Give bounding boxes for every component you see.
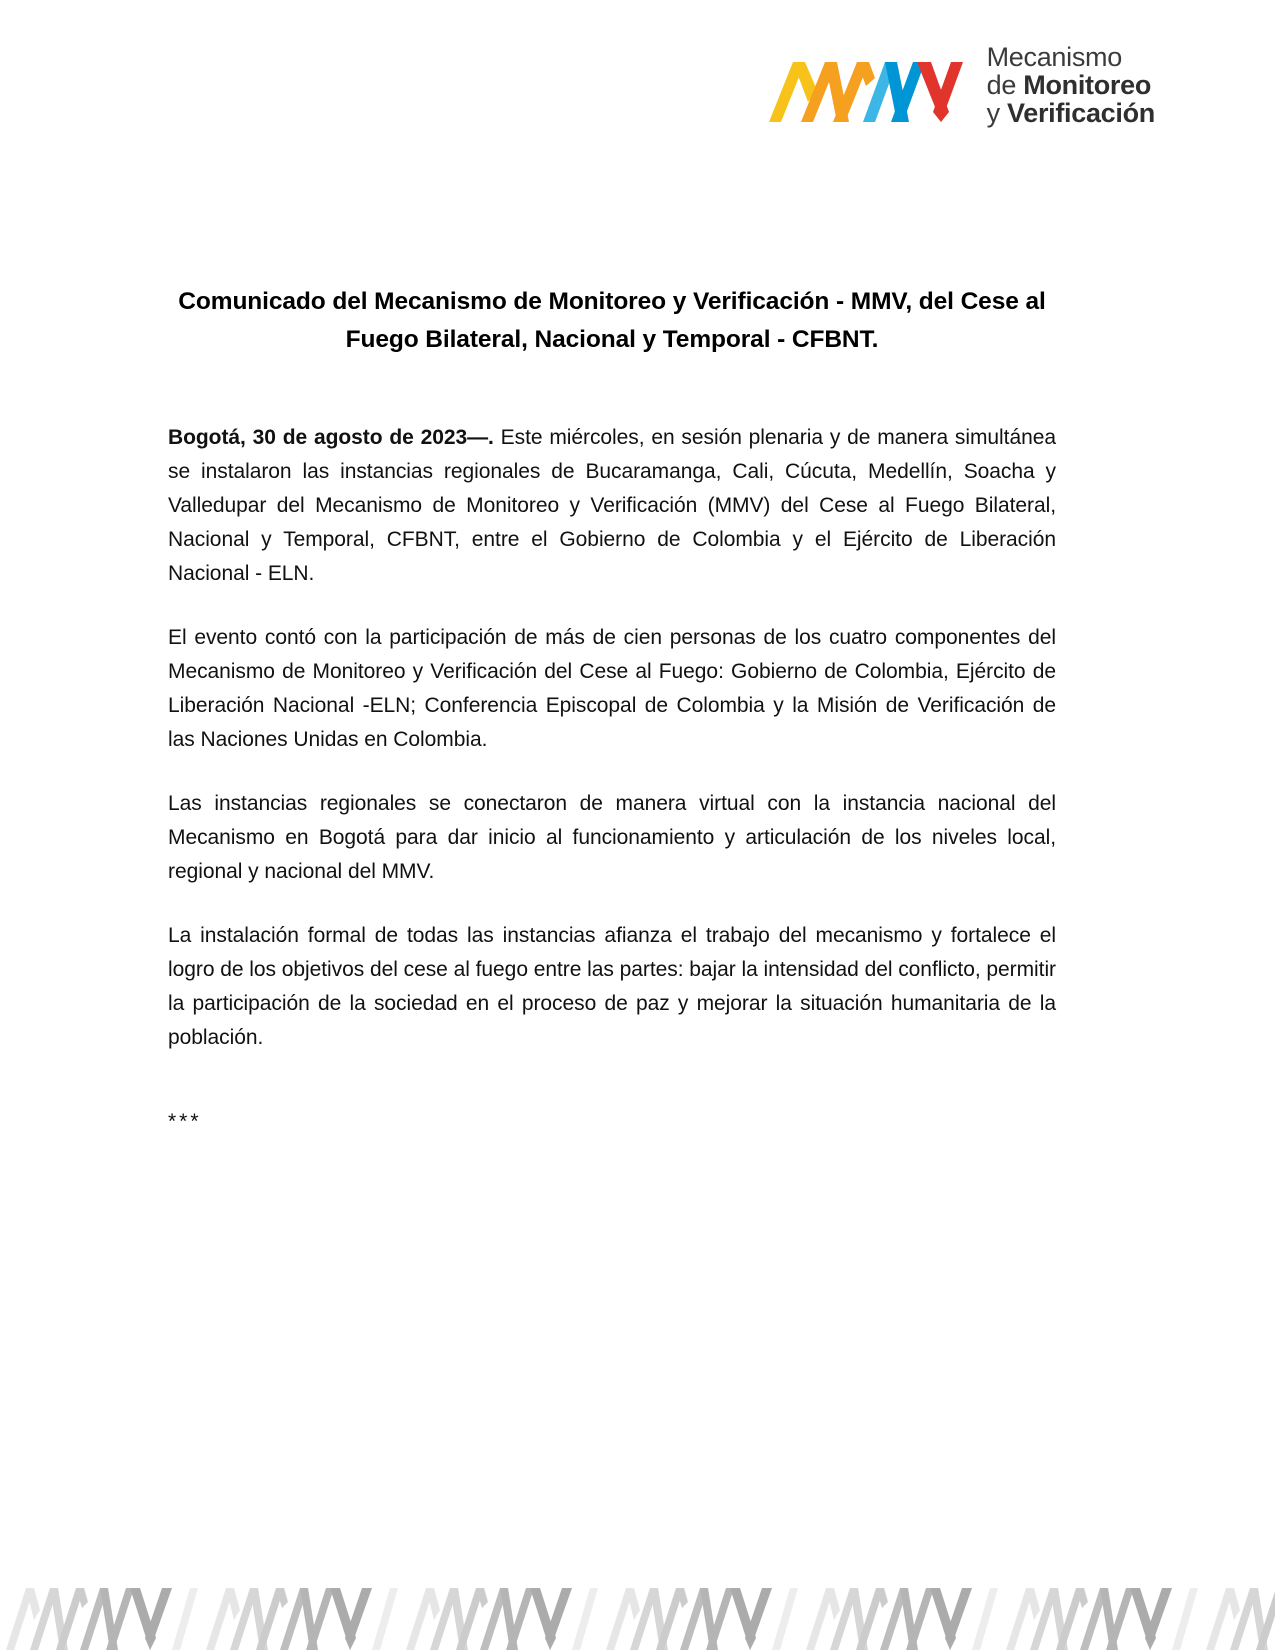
logo-word-verificacion: Verificación xyxy=(1007,98,1155,129)
footer-chevron-band xyxy=(0,1530,1275,1650)
logo-word-y: y xyxy=(986,98,1008,129)
document-page xyxy=(168,0,1056,1137)
logo-word-monitoreo: Monitoreo xyxy=(1023,69,1152,100)
paragraph-1-text: Este miércoles, en sesión plenaria y de manera simultánea se instalaron las instancias regionales de Bucaramanga, Cali, Cúcuta, Medellín, Soacha y Valledupar del Mecanismo de Monitoreo y Verificación (MMV) del Cese al Fuego Bilateral, Nacional y Temporal, CFBNT, entre el Gobierno de Colombia y el Ejército de Liberación Nacional - ELN. xyxy=(168,425,1056,585)
paragraph-4 xyxy=(168,919,1056,1055)
logo-word-mecanismo: Mecanismo xyxy=(986,41,1122,72)
page-title: Comunicado del Mecanismo de Monitoreo y Verificación - MMV, del Cese al Fuego Bilateral, Nacional y Temporal - CFBNT. xyxy=(178,288,1046,353)
logo-word-de: de xyxy=(986,69,1024,100)
paragraph-4-text: La instalación formal de todas las instancias afianza el trabajo del mecanismo y fortalece el logro de los objetivos del cese al fuego entre las partes: bajar la intensidad del conflicto, permitir la participación de la sociedad en el proceso de paz y mejorar la situación humanitaria de la población. xyxy=(168,924,1056,1050)
paragraph-2 xyxy=(168,621,1056,757)
dateline: Bogotá, 30 de agosto de 2023—. xyxy=(168,425,494,449)
end-mark: *** xyxy=(168,1110,202,1134)
paragraph-3-text: Las instancias regionales se conectaron de manera virtual con la instancia nacional del Mecanismo en Bogotá para dar inicio al funcionamiento y articulación de los niveles local, regional y nacional del MMV. xyxy=(168,792,1056,884)
paragraph-2-text: El evento contó con la participación de más de cien personas de los cuatro componentes del Mecanismo de Monitoreo y Verificación del Cese al Fuego: Gobierno de Colombia, Ejército de Liberación Nacional -ELN; Conferencia Episcopal de Colombia y la Misión de Verificación de las Naciones Unidas en Colombia. xyxy=(168,626,1056,752)
chevron-pattern-icon xyxy=(0,1530,1275,1650)
paragraph-1 xyxy=(168,421,1056,591)
document-body xyxy=(168,421,1056,1137)
paragraph-3 xyxy=(168,787,1056,889)
